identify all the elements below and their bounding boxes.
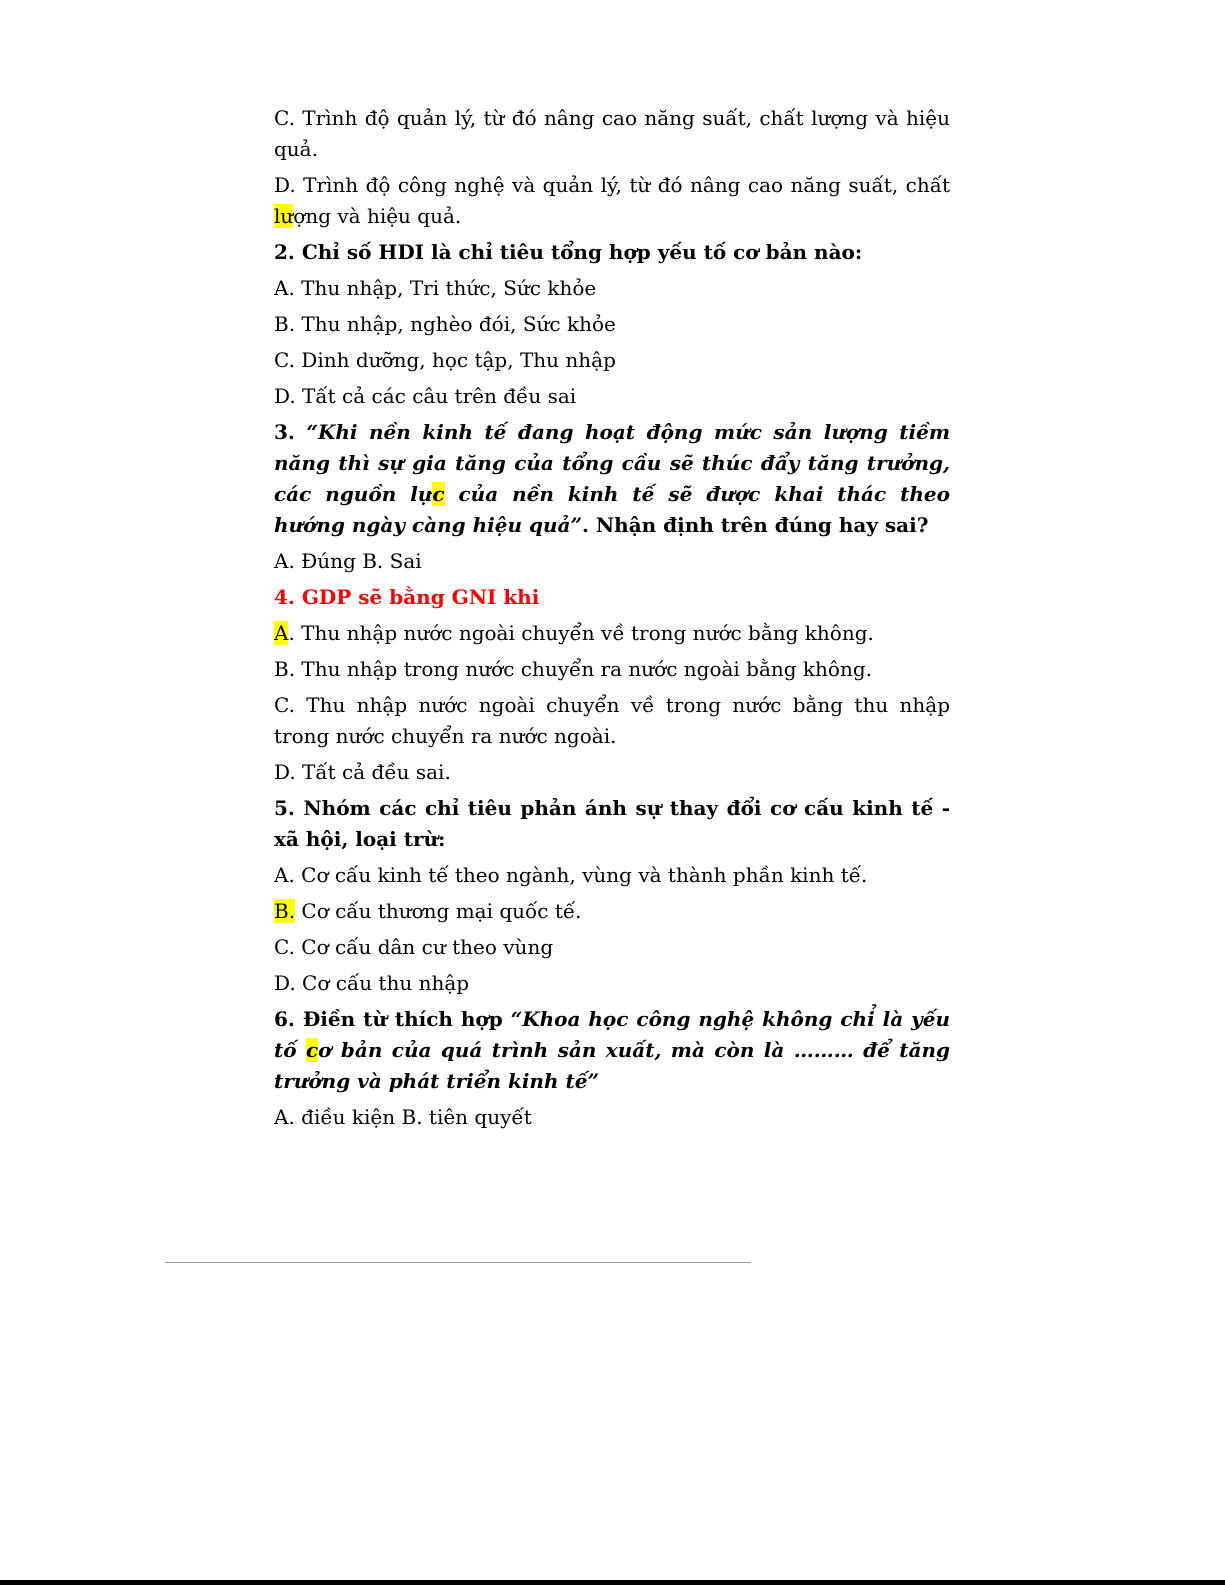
answer-option xyxy=(274,860,950,891)
answer-option xyxy=(274,345,950,376)
answer-option xyxy=(274,546,950,577)
text-run: 5. Nhóm các chỉ tiêu phản ánh sự thay đổi cơ cấu kinh tế - xã hội, loại trừ: xyxy=(274,796,950,851)
text-run: A. Đúng B. Sai xyxy=(274,549,422,573)
answer-option xyxy=(274,932,950,963)
highlighted-text: A xyxy=(274,621,289,645)
answer-option xyxy=(274,103,950,165)
text-run: D. Tất cả các câu trên đều sai xyxy=(274,384,577,408)
text-run: “Khi nền kinh tế đang hoạt động mức sản lượng tiềm năng thì sự gia tăng của tổng cầu sẽ thúc đẩy tăng trưởng, các nguồn lự xyxy=(274,420,951,506)
text-run: ợng và hiệu quả. xyxy=(293,204,462,228)
text-run: . Nhận định trên đúng hay sai? xyxy=(581,513,929,537)
text-run: A. Thu nhập, Tri thức, Sức khỏe xyxy=(274,276,597,300)
text-run: 3. xyxy=(274,420,307,444)
question-heading xyxy=(274,582,950,613)
text-run: 4. GDP sẽ bằng GNI khi xyxy=(274,585,540,609)
text-run: “Khoa học công nghệ không chỉ là yếu tố xyxy=(274,1007,951,1062)
answer-option xyxy=(274,381,950,412)
answer-option xyxy=(274,690,950,752)
answer-option xyxy=(274,968,950,999)
answer-option xyxy=(274,654,950,685)
text-run: D. Trình độ công nghệ và quản lý, từ đó nâng cao năng suất, chất xyxy=(274,173,950,197)
text-run: . Thu nhập nước ngoài chuyển về trong nước bằng không. xyxy=(288,621,874,645)
highlighted-text: c xyxy=(432,482,445,506)
text-run: A. Cơ cấu kinh tế theo ngành, vùng và thành phần kinh tế. xyxy=(274,863,868,887)
text-run: B. Thu nhập, nghèo đói, Sức khỏe xyxy=(274,312,616,336)
question-heading xyxy=(274,1004,950,1097)
answer-option xyxy=(274,896,950,927)
highlighted-text: lư xyxy=(274,204,294,228)
text-run: C. Trình độ quản lý, từ đó nâng cao năng suất, chất lượng và hiệu quả. xyxy=(274,106,950,161)
page-bottom-edge xyxy=(0,1580,1225,1585)
answer-option xyxy=(274,170,950,232)
text-run: 6. Điền từ thích hợp xyxy=(274,1007,511,1031)
text-run: C. Thu nhập nước ngoài chuyển về trong nước bằng thu nhập trong nước chuyển ra nước ngoài. xyxy=(274,693,950,748)
document-page xyxy=(274,103,950,1138)
answer-option xyxy=(274,757,950,788)
answer-option xyxy=(274,618,950,649)
text-run: của nền kinh tế sẽ được khai thác theo hướng ngày càng hiệu quả” xyxy=(274,482,950,537)
text-run: D. Cơ cấu thu nhập xyxy=(274,971,470,995)
question-heading xyxy=(274,793,950,855)
text-run: C. Dinh dưỡng, học tập, Thu nhập xyxy=(274,348,616,372)
answer-option xyxy=(274,309,950,340)
highlighted-text: c xyxy=(305,1038,319,1062)
answer-option xyxy=(274,1102,950,1133)
text-run: ơ bản của quá trình sản xuất, mà còn là ……… để tăng trưởng và phát triển kinh tế” xyxy=(274,1038,950,1093)
text-run: B. Thu nhập trong nước chuyển ra nước ngoài bằng không. xyxy=(274,657,873,681)
answer-option xyxy=(274,273,950,304)
question-heading xyxy=(274,417,950,541)
text-run: A. điều kiện B. tiên quyết xyxy=(274,1105,532,1129)
text-run: D. Tất cả đều sai. xyxy=(274,760,451,784)
text-run: C. Cơ cấu dân cư theo vùng xyxy=(274,935,554,959)
highlighted-text: B. xyxy=(274,899,296,923)
text-run: 2. Chỉ số HDI là chỉ tiêu tổng hợp yếu tố cơ bản nào: xyxy=(274,240,863,264)
text-run: Cơ cấu thương mại quốc tế. xyxy=(295,899,582,923)
footnote-separator xyxy=(165,1262,751,1263)
question-heading xyxy=(274,237,950,268)
